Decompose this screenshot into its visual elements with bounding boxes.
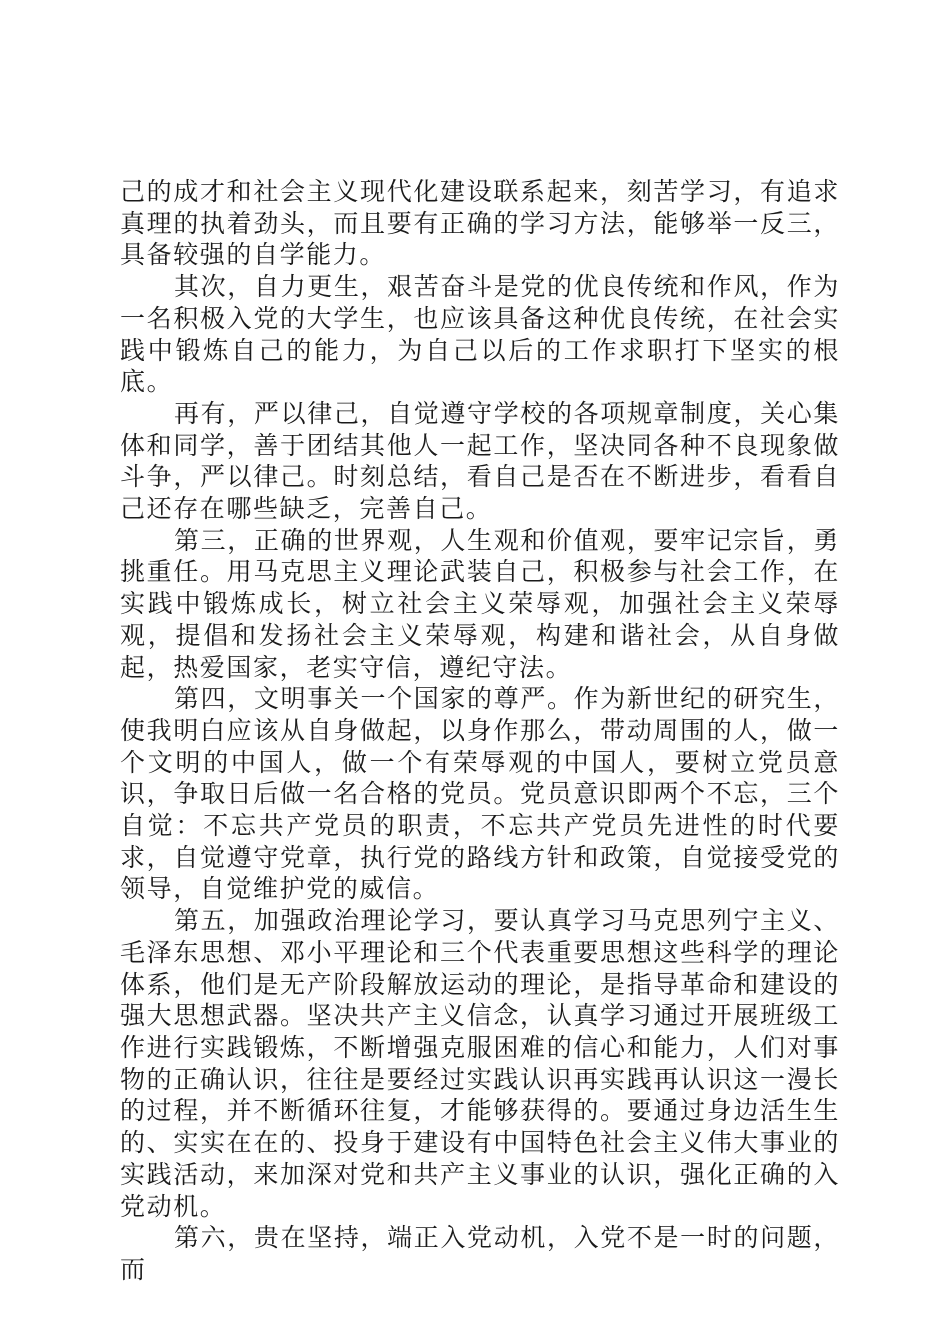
paragraph-2: 其次，自力更生，艰苦奋斗是党的优良传统和作风，作为一名积极入党的大学生，也应该具备这种优良传统，在社会实践中锻炼自己的能力，为自己以后的工作求职打下坚实的根底。 bbox=[120, 272, 840, 397]
paragraph-6: 第五，加强政治理论学习，要认真学习马克思列宁主义、毛泽东思想、邓小平理论和三个代表重要思想这些科学的理论体系，他们是无产阶段解放运动的理论，是指导革命和建设的强大思想武器。坚决共产主义信念，认真学习通过开展班级工作进行实践锻炼，不断增强克服困难的信心和能力，人们对事物的正确认识，往往是要经过实践认识再实践再认识这一漫长的过程，并不断循环往复，才能够获得的。要通过身边活生生的、实实在在的、投身于建设有中国特色社会主义伟大事业的实践活动，来加深对党和共产主义事业的认识，强化正确的入党动机。 bbox=[120, 906, 840, 1221]
paragraph-5: 第四，文明事关一个国家的尊严。作为新世纪的研究生，使我明白应该从自身做起，以身作那么，带动周围的人，做一个文明的中国人，做一个有荣辱观的中国人，要树立党员意识，争取日后做一名合格的党员。党员意识即两个不忘，三个自觉：不忘共产党员的职责，不忘共产党员先进性的时代要求，自觉遵守党章，执行党的路线方针和政策，自觉接受党的领导，自觉维护党的威信。 bbox=[120, 684, 840, 904]
paragraph-7: 第六，贵在坚持，端正入党动机，入党不是一时的问题，而 bbox=[120, 1223, 840, 1284]
document-body bbox=[120, 176, 840, 1286]
paragraph-3: 再有，严以律己，自觉遵守学校的各项规章制度，关心集体和同学，善于团结其他人一起工作，坚决同各种不良现象做斗争，严以律己。时刻总结，看自己是否在不断进步，看看自己还存在哪些缺乏，完善自己。 bbox=[120, 398, 840, 524]
paragraph-1: 己的成才和社会主义现代化建设联系起来，刻苦学习，有追求真理的执着劲头，而且要有正确的学习方法，能够举一反三，具备较强的自学能力。 bbox=[120, 177, 840, 270]
paragraph-4: 第三，正确的世界观，人生观和价值观，要牢记宗旨，勇挑重任。用马克思主义理论武装自己，积极参与社会工作，在实践中锻炼成长，树立社会主义荣辱观，加强社会主义荣辱观，提倡和发扬社会主义荣辱观，构建和谐社会，从自身做起，热爱国家，老实守信，遵纪守法。 bbox=[120, 525, 840, 682]
